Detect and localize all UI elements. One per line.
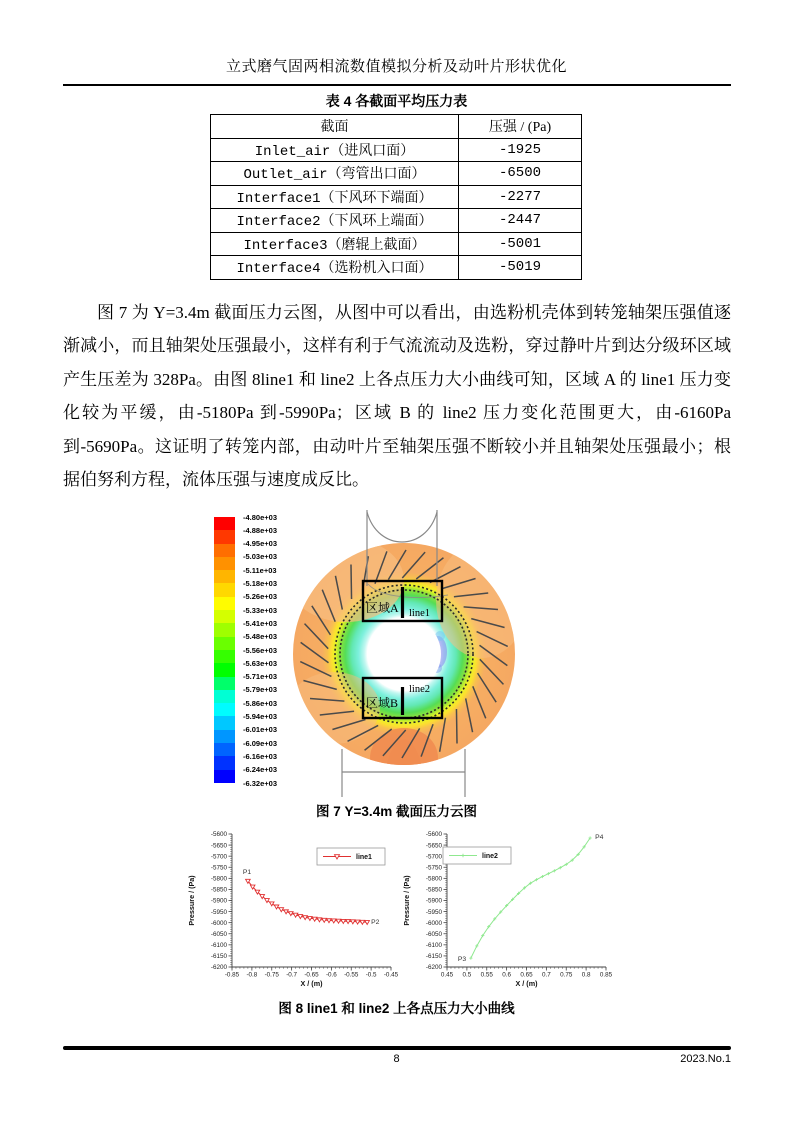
marker — [327, 919, 332, 923]
colorbar-segment — [214, 716, 235, 729]
x-tick-label: 0.5 — [462, 971, 472, 979]
colorbar-label: -6.16e+03 — [243, 751, 277, 761]
table-row — [211, 209, 582, 233]
footer-rule — [63, 1046, 731, 1050]
table-cell: Interface2（下风环上端面） — [211, 209, 459, 233]
colorbar-label: -6.24e+03 — [243, 765, 277, 775]
figure7-caption: 图 7 Y=3.4m 截面压力云图 — [316, 804, 477, 819]
x-axis-label: X / (m) — [515, 979, 538, 988]
page-number: 8 — [393, 1053, 400, 1065]
marker — [303, 916, 308, 920]
colorbar-label: -4.95e+03 — [243, 539, 277, 549]
colorbar-segment — [214, 530, 235, 543]
colorbar-label: -5.79e+03 — [243, 685, 277, 695]
colorbar-segment — [214, 637, 235, 650]
colorbar-label: -5.71e+03 — [243, 672, 277, 682]
y-axis-label: Pressure / (Pa) — [187, 875, 196, 926]
colorbar-segment — [214, 743, 235, 756]
contour-patch — [436, 542, 528, 658]
legend-label: line2 — [482, 853, 498, 860]
line1-tag: line1 — [409, 608, 430, 619]
line2-tag: line2 — [409, 684, 430, 695]
point-label: P2 — [371, 919, 380, 927]
table-cell: -2277 — [459, 185, 582, 209]
colorbar-label: -4.88e+03 — [243, 525, 277, 535]
body-paragraph: 图 7 为 Y=3.4m 截面压力云图，从图中可以看出，由选粉机壳体到转笼轴架压强值逐渐减小，而且轴架处压强最小，这样有利于气流流动及选粉，穿过静叶片到达分级环区域产生压差为 328Pa。由图 8line1 和 line2 上各点压力大小曲线可知，区域 A 的 line1 压力变化较为平缓，由-5180Pa 到-5990Pa；区域 B 的 line2 压力变化范围更大，由-6160Pa 到-5690Pa。这证明了转笼内部，由动叶片至轴架压强不断较小并且轴架处压强最小；根据伯努利方程，流体压强与速度成反比。 — [63, 303, 731, 490]
y-tick-label: -5650 — [210, 842, 227, 850]
colorbar-label: -5.63e+03 — [243, 658, 277, 668]
x-tick-label: -0.6 — [325, 971, 337, 979]
marker — [279, 908, 284, 912]
x-tick-label: -0.75 — [264, 971, 279, 979]
marker — [289, 912, 294, 916]
colorbar-segment — [214, 677, 235, 690]
table-cell: -5019 — [459, 256, 582, 280]
colorbar-strip — [214, 517, 235, 783]
y-tick-label: -6100 — [425, 942, 442, 950]
marker — [308, 917, 313, 921]
x-tick-label: -0.7 — [286, 971, 298, 979]
marker — [298, 915, 303, 919]
region-a-label: 区域A — [366, 601, 399, 615]
colorbar-label: -5.33e+03 — [243, 605, 277, 615]
y-tick-label: -5950 — [425, 908, 442, 916]
table-cell: Inlet_air（进风口面） — [211, 138, 459, 162]
colorbar-label: -6.01e+03 — [243, 725, 277, 735]
marker — [346, 920, 351, 924]
y-tick-label: -5950 — [210, 908, 227, 916]
table-row — [211, 185, 582, 209]
x-tick-label: -0.45 — [383, 971, 399, 979]
colorbar-segment — [214, 756, 235, 769]
y-axis-label: Pressure / (Pa) — [402, 875, 411, 926]
region-b-label: 区域B — [366, 696, 399, 710]
y-tick-label: -6200 — [210, 964, 227, 972]
table-header-row — [211, 115, 582, 139]
colorbar-segment — [214, 650, 235, 663]
pressure-table-body — [211, 138, 582, 279]
y-tick-label: -6200 — [425, 964, 442, 972]
colorbar-segment — [214, 544, 235, 557]
colorbar-label: -5.41e+03 — [243, 618, 277, 628]
chart-line2 — [401, 831, 617, 989]
x-tick-label: 0.65 — [520, 971, 533, 979]
issue-label: 2023.No.1 — [680, 1053, 731, 1065]
colorbar-segment — [214, 570, 235, 583]
table-row — [211, 162, 582, 186]
pressure-field — [288, 538, 528, 788]
header-rule — [63, 84, 731, 86]
colorbar-segment — [214, 623, 235, 636]
marker — [365, 921, 370, 925]
x-tick-label: -0.65 — [304, 971, 319, 979]
marker — [341, 919, 346, 923]
y-tick-label: -6000 — [210, 919, 227, 927]
x-axis-label: X / (m) — [300, 979, 323, 988]
colorbar-label: -5.48e+03 — [243, 632, 277, 642]
header-title: 立式磨气固两相流数值模拟分析及动叶片形状优化 — [225, 59, 567, 75]
table-header-section: 截面 — [211, 115, 459, 139]
table-title: 表 4 各截面平均压力表 — [325, 93, 468, 109]
x-tick-label: -0.85 — [224, 971, 240, 979]
y-tick-label: -6150 — [425, 953, 442, 961]
point-label: P4 — [595, 833, 604, 841]
table-header-pressure: 压强 / (Pa) — [459, 115, 582, 139]
x-tick-label: 0.55 — [480, 971, 493, 979]
y-tick-label: -5750 — [425, 864, 442, 872]
colorbar-segment — [214, 583, 235, 596]
table-cell: Interface3（磨辊上截面） — [211, 232, 459, 256]
x-tick-label: 0.45 — [440, 971, 454, 979]
marker — [355, 920, 360, 924]
colorbar-segment — [214, 557, 235, 570]
colorbar-label: -5.18e+03 — [243, 579, 277, 588]
y-tick-label: -6150 — [210, 953, 227, 961]
marker — [336, 919, 341, 923]
x-tick-label: 0.8 — [581, 971, 591, 979]
table-cell: Interface4（选粉机入口面） — [211, 256, 459, 280]
y-tick-label: -5800 — [425, 875, 442, 883]
table-cell: -6500 — [459, 162, 582, 186]
marker — [274, 905, 279, 909]
colorbar-label: -5.26e+03 — [243, 592, 277, 602]
colorbar-label: -5.94e+03 — [243, 712, 277, 721]
colorbar-segment — [214, 597, 235, 610]
y-tick-label: -5900 — [210, 897, 227, 905]
colorbar-label: -6.09e+03 — [243, 738, 277, 748]
colorbar-segment — [214, 610, 235, 623]
y-tick-label: -5600 — [425, 831, 442, 839]
table-cell: Outlet_air（弯管出口面） — [211, 162, 459, 186]
marker — [331, 919, 336, 923]
marker — [269, 902, 274, 906]
y-tick-label: -5600 — [210, 831, 227, 839]
figure8-caption: 图 8 line1 和 line2 上各点压力大小曲线 — [278, 1001, 515, 1016]
point-label: P1 — [242, 868, 252, 876]
table-cell: -2447 — [459, 209, 582, 233]
marker — [317, 918, 322, 922]
y-tick-label: -6050 — [210, 930, 227, 938]
table-cell: Interface1（下风环下端面） — [211, 185, 459, 209]
colorbar-segment — [214, 770, 235, 783]
colorbar-label: -5.86e+03 — [243, 698, 277, 708]
point-label: P3 — [457, 956, 467, 964]
table-cell: -5001 — [459, 232, 582, 256]
y-tick-label: -5700 — [425, 853, 442, 861]
contour-plot — [288, 502, 550, 804]
marker — [312, 917, 317, 921]
colorbar-label: -5.03e+03 — [243, 552, 277, 562]
x-tick-label: 0.85 — [599, 971, 613, 979]
table-row — [211, 232, 582, 256]
y-tick-label: -5850 — [425, 886, 442, 894]
y-tick-label: -5650 — [425, 842, 442, 850]
colorbar-label: -6.32e+03 — [243, 778, 277, 788]
legend-label: line1 — [356, 854, 372, 861]
y-tick-label: -5800 — [210, 875, 227, 883]
chart-line1 — [186, 831, 402, 989]
x-tick-label: 0.6 — [502, 971, 512, 979]
y-tick-label: -6100 — [210, 942, 227, 950]
pressure-table — [210, 114, 582, 280]
marker — [284, 910, 289, 914]
x-tick-label: 0.7 — [541, 971, 551, 979]
colorbar-segment — [214, 703, 235, 716]
marker — [351, 920, 356, 924]
colorbar-label: -5.56e+03 — [243, 645, 277, 655]
blade-line — [351, 565, 352, 599]
table-cell: -1925 — [459, 138, 582, 162]
y-tick-label: -6050 — [425, 930, 442, 938]
blade-line — [456, 709, 457, 743]
marker — [293, 913, 298, 917]
table-row — [211, 256, 582, 280]
colorbar-segment — [214, 690, 235, 703]
y-tick-label: -5750 — [210, 864, 227, 872]
y-tick-label: -6000 — [425, 919, 442, 927]
x-tick-label: -0.8 — [246, 971, 258, 979]
marker — [322, 918, 327, 922]
colorbar-label: -5.11e+03 — [243, 565, 277, 575]
colorbar-segment — [214, 663, 235, 676]
y-tick-label: -5700 — [210, 853, 227, 861]
colorbar-segment — [214, 730, 235, 743]
x-tick-label: -0.5 — [365, 971, 377, 979]
y-tick-label: -5850 — [210, 886, 227, 894]
y-tick-label: -5900 — [425, 897, 442, 905]
x-tick-label: -0.55 — [344, 971, 359, 979]
colorbar-segment — [214, 517, 235, 530]
x-tick-label: 0.75 — [560, 971, 573, 979]
table-row — [211, 138, 582, 162]
colorbar-label: -4.80e+03 — [243, 512, 277, 522]
marker — [360, 920, 365, 924]
